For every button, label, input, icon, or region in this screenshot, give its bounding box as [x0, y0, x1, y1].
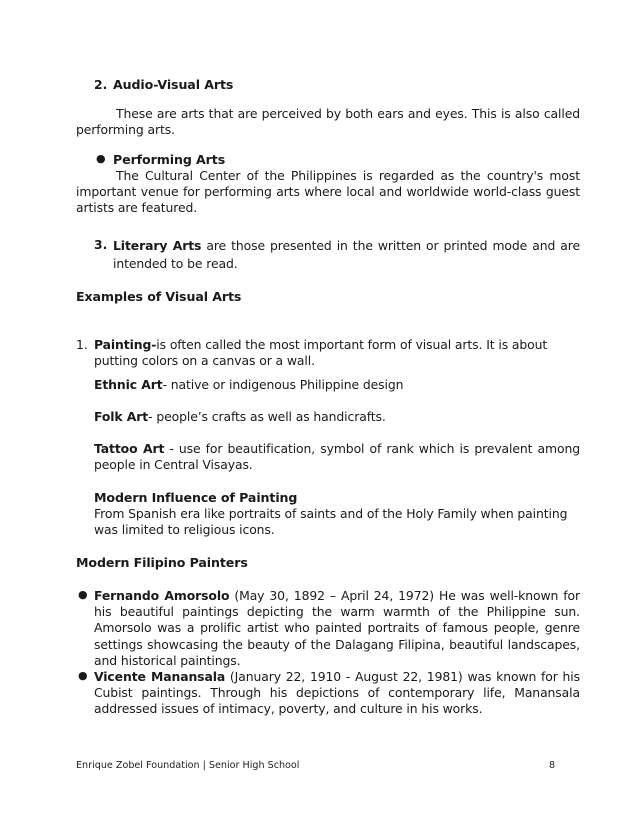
painter-amorsolo-paragraph: [94, 588, 580, 669]
painter-bullet: ●: [78, 669, 88, 682]
painting-number: 1.: [76, 337, 88, 352]
folk-art-description: - people’s crafts as well as handicrafts.: [148, 409, 386, 424]
painter-description: (January 22, 1910 - August 22, 1981) was known for his Cubist paintings. Through his depictions of contemporary life, Manansala addressed issues of intimacy, poverty, and culture in his works.: [94, 669, 581, 717]
section2-number: 2.: [94, 77, 108, 92]
tattoo-art-paragraph: [94, 441, 580, 473]
ethnic-art-description: - native or indigenous Philippine design: [162, 377, 404, 392]
modern-influence-description: From Spanish era like portraits of saints and of the Holy Family when painting was limited to religious icons.: [94, 506, 568, 538]
painting-description: is often called the most important form of visual arts. It is about putting colors on a canvas or a wall.: [94, 337, 548, 369]
section3-number: 3.: [94, 237, 108, 252]
section3-description: are those presented in the written or printed mode and are intended to be read.: [113, 238, 580, 271]
tattoo-art-description: - use for beautification, symbol of rank which is prevalent among people in Central Visayas.: [94, 441, 581, 473]
painting-term: Painting-: [94, 337, 157, 352]
section3-title: Literary Arts: [113, 238, 202, 253]
painting-paragraph: [94, 337, 580, 369]
section3-paragraph: [113, 237, 580, 273]
folk-art-line: [94, 409, 580, 425]
footer-text: Enrique Zobel Foundation | Senior High School: [76, 760, 300, 771]
ethnic-art-line: [94, 377, 580, 393]
performing-bullet: ●: [96, 152, 106, 165]
performing-description: The Cultural Center of the Philippines is regarded as the country's most important venue for performing arts where local and worldwide world-class guest artists are featured.: [76, 168, 580, 216]
examples-heading: Examples of Visual Arts: [76, 289, 242, 304]
section2-title: Audio-Visual Arts: [113, 77, 234, 92]
folk-art-term: Folk Art: [94, 409, 149, 424]
modern-influence-title: Modern Influence of Painting: [94, 490, 298, 505]
page-number: 8: [549, 760, 556, 771]
ethnic-art-term: Ethnic Art: [94, 377, 163, 392]
painter-bullet: ●: [78, 588, 88, 601]
painters-heading: Modern Filipino Painters: [76, 555, 248, 570]
painter-name: Vicente Manansala: [94, 669, 226, 684]
painter-description: (May 30, 1892 – April 24, 1972) He was well-known for his beautiful paintings depicting the warm warmth of the Philippine sun. Amorsolo was a prolific artist who painted portraits of famous people, genre settings showcasing the beauty of the Dalagang Filipina, beautiful landscapes, and historical paintings.: [94, 588, 580, 668]
tattoo-art-term: Tattoo Art: [94, 441, 165, 456]
painter-manansala-paragraph: [94, 669, 580, 718]
performing-title: Performing Arts: [113, 152, 226, 167]
painter-name: Fernando Amorsolo: [94, 588, 230, 603]
section2-description: These are arts that are perceived by both ears and eyes. This is also called performing arts.: [76, 106, 580, 138]
